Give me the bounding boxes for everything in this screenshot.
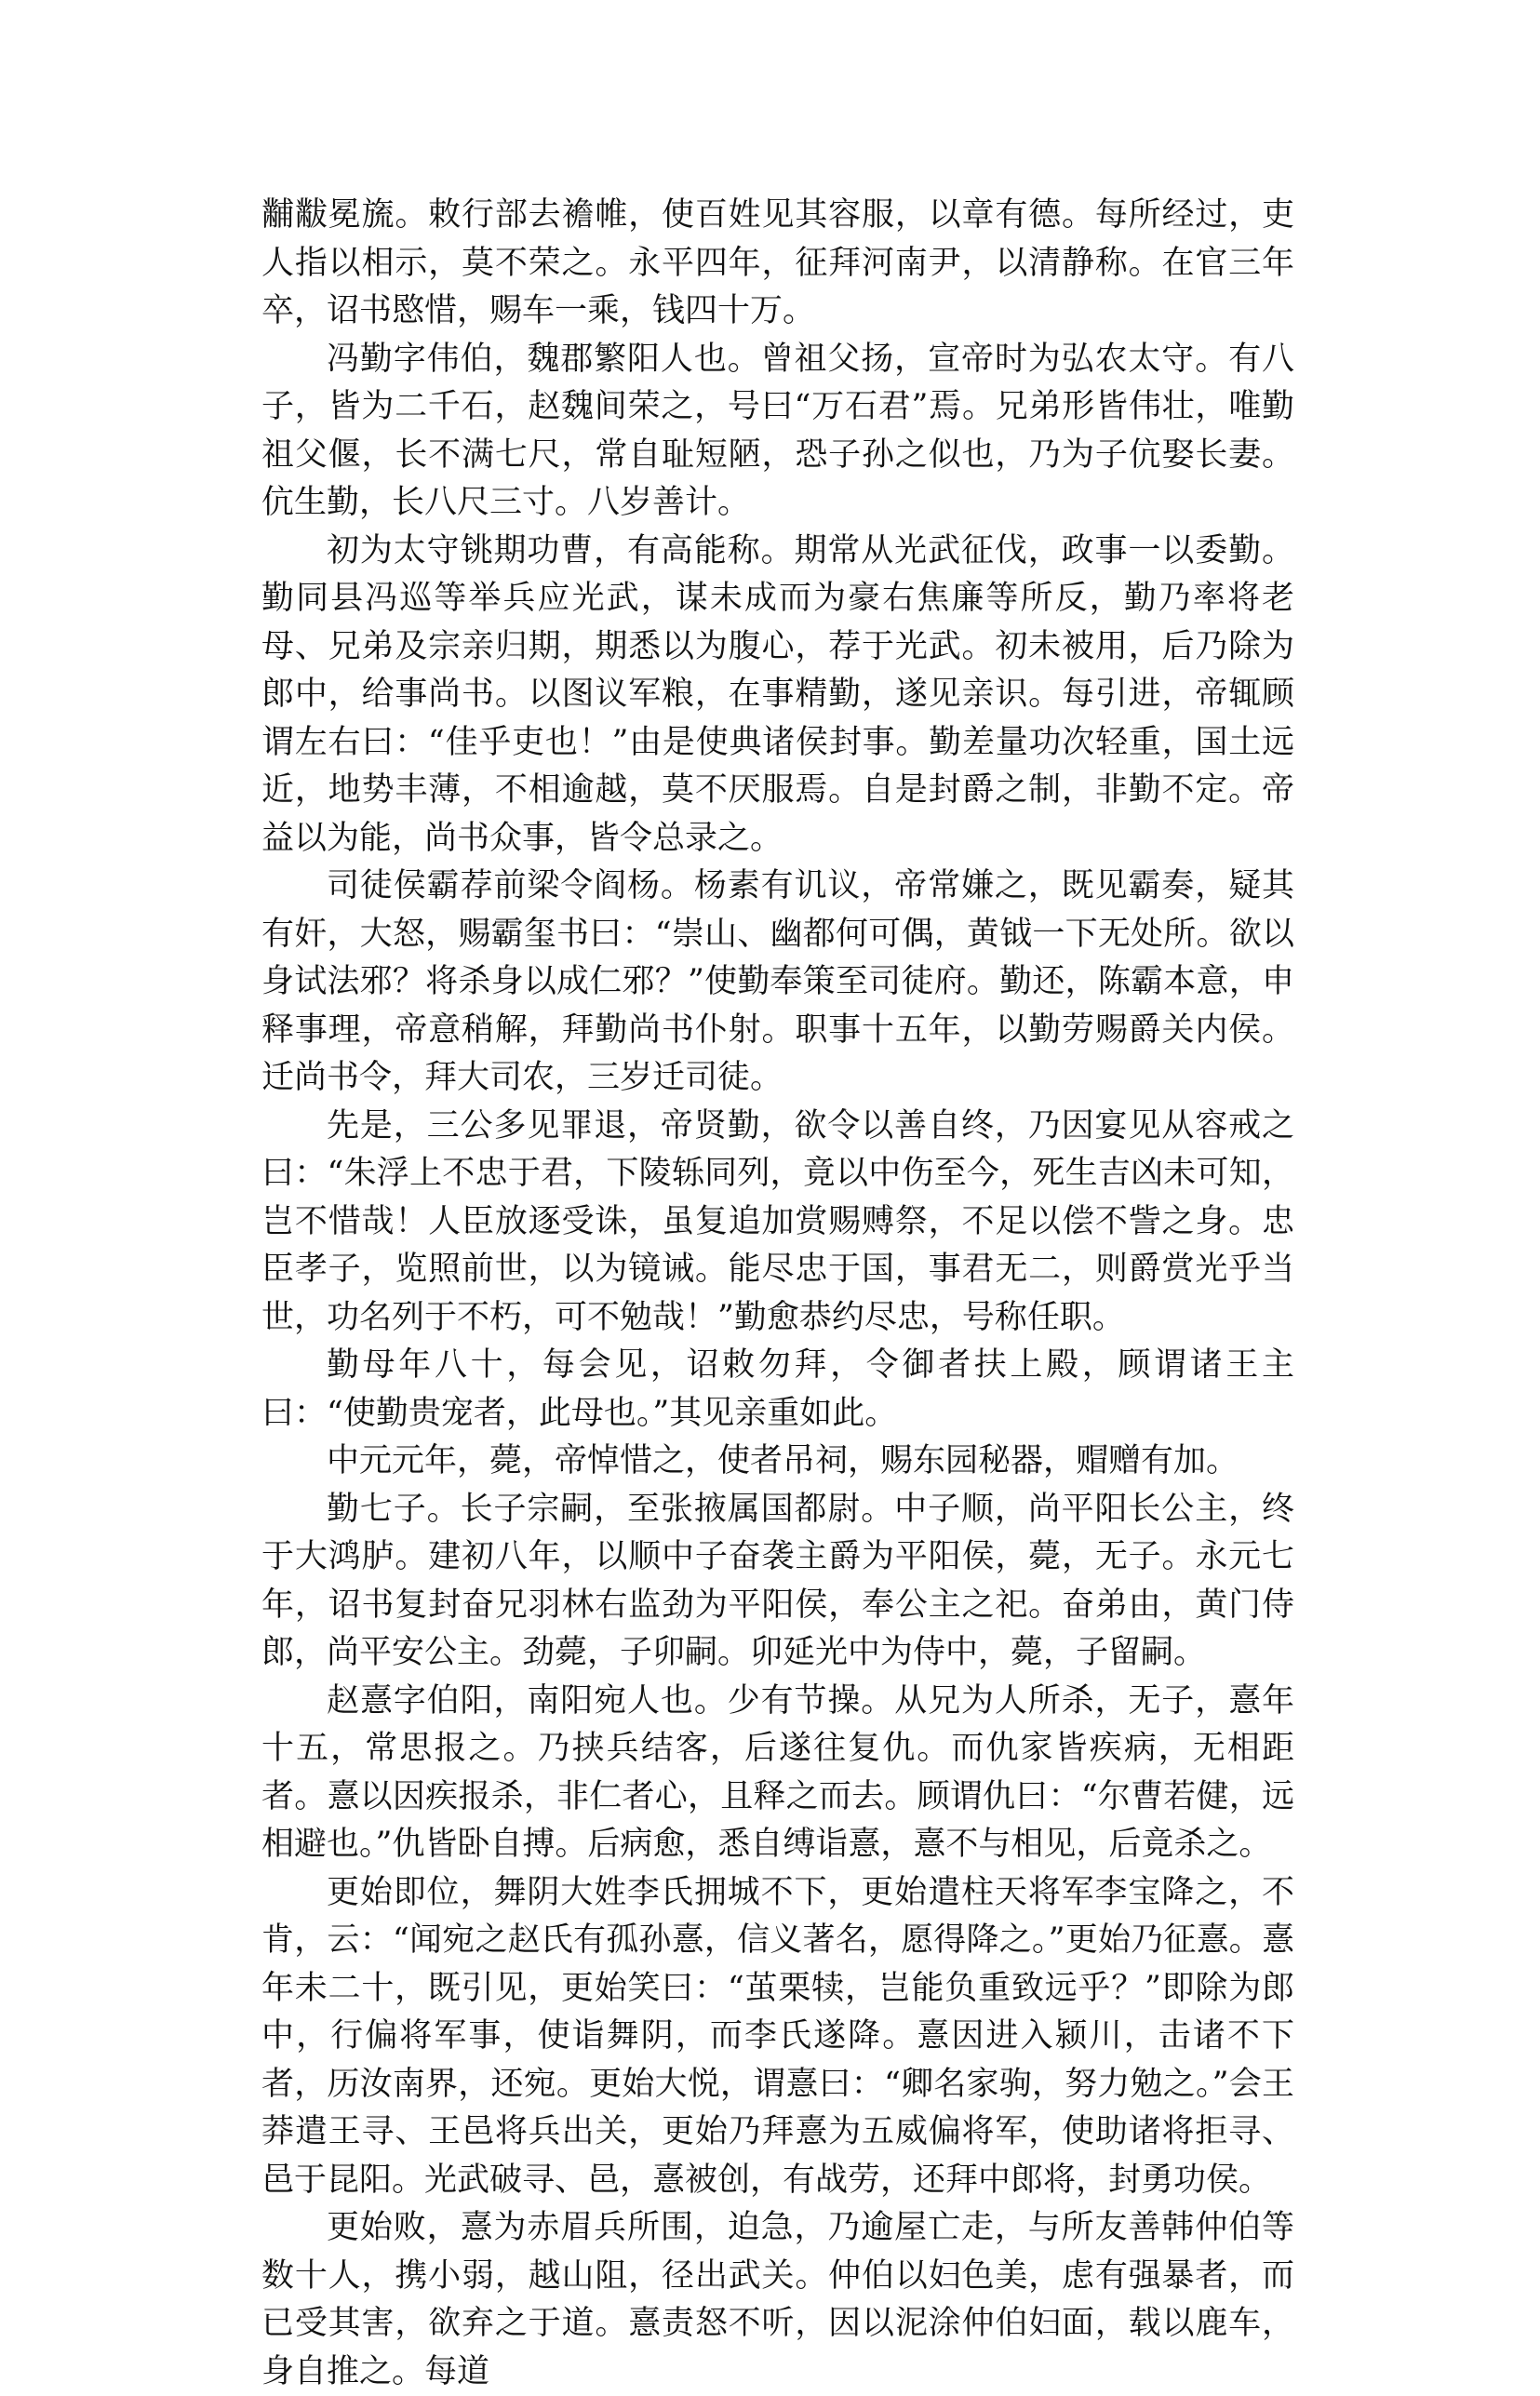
- document-page: [261, 192, 1294, 2396]
- paragraph-9: 赵憙字伯阳，南阳宛人也。少有节操。从兄为人所杀，无子，憙年十五，常思报之。乃挟兵结客，后遂往复仇。而仇家皆疾病，无相距者。憙以因疾报杀，非仁者心，且释之而去。顾谓仇曰：“尔曹若健，远相避也。”仇皆卧自搏。后病愈，悉自缚诣憙，憙不与相见，后竟杀之。: [261, 1681, 1294, 1863]
- paragraph-10: 更始即位，舞阴大姓李氏拥城不下，更始遣柱天将军李宝降之，不肯，云：“闻宛之赵氏有孤孙憙，信义著名，愿得降之。”更始乃征憙。憙年未二十，既引见，更始笑曰：“茧栗犊，岂能负重致远乎？”即除为郎中，行偏将军事，使诣舞阴，而李氏遂降。憙因进入颍川，击诸不下者，历汝南界，还宛。更始大悦，谓憙曰：“卿名家驹，努力勉之。”会王莽遣王寻、王邑将兵出关，更始乃拜憙为五威偏将军，使助诸将拒寻、邑于昆阳。光武破寻、邑，憙被创，有战劳，还拜中郎将，封勇功侯。: [261, 1873, 1294, 2199]
- paragraph-2: 冯勤字伟伯，魏郡繁阳人也。曾祖父扬，宣帝时为弘农太守。有八子，皆为二千石，赵魏间荣之，号曰“万石君”焉。兄弟形皆伟壮，唯勤祖父偃，长不满七尺，常自耻短陋，恐子孙之似也，乃为子伉娶长妻。伉生勤，长八尺三寸。八岁善计。: [261, 340, 1294, 521]
- paragraph-1: 黼黻冕旒。敕行部去襜帷，使百姓见其容服，以章有德。每所经过，吏人指以相示，莫不荣之。永平四年，征拜河南尹，以清静称。在官三年卒，诏书愍惜，赐车一乘，钱四十万。: [261, 196, 1294, 329]
- paragraph-5: 先是，三公多见罪退，帝贤勤，欲令以善自终，乃因宴见从容戒之曰：“朱浮上不忠于君，下陵轹同列，竟以中伤至今，死生吉凶未可知，岂不惜哉！人臣放逐受诛，虽复追加赏赐赙祭，不足以偿不訾之身。忠臣孝子，览照前世，以为镜诫。能尽忠于国，事君无二，则爵赏光乎当世，功名列于不朽，可不勉哉！”勤愈恭约尽忠，号称任职。: [261, 1106, 1294, 1336]
- paragraph-8: 勤七子。长子宗嗣，至张掖属国都尉。中子顺，尚平阳长公主，终于大鸿胪。建初八年，以顺中子奋袭主爵为平阳侯，薨，无子。永元七年，诏书复封奋兄羽林右监劲为平阳侯，奉公主之祀。奋弟由，黄门侍郎，尚平安公主。劲薨，子卯嗣。卯延光中为侍中，薨，子留嗣。: [261, 1490, 1294, 1671]
- paragraph-4: 司徒侯霸荐前梁令阎杨。杨素有讥议，帝常嫌之，既见霸奏，疑其有奸，大怒，赐霸玺书曰：“崇山、幽都何可偶，黄钺一下无处所。欲以身试法邪？将杀身以成仁邪？”使勤奉策至司徒府。勤还，陈霸本意，申释事理，帝意稍解，拜勤尚书仆射。职事十五年，以勤劳赐爵关内侯。迁尚书令，拜大司农，三岁迁司徒。: [261, 867, 1294, 1096]
- paragraph-3: 初为太守铫期功曹，有高能称。期常从光武征伐，政事一以委勤。勤同县冯巡等举兵应光武，谋未成而为豪右焦廉等所反，勤乃率将老母、兄弟及宗亲归期，期悉以为腹心，荐于光武。初未被用，后乃除为郎中，给事尚书。以图议军粮，在事精勤，遂见亲识。每引进，帝辄顾谓左右曰：“佳乎吏也！”由是使典诸侯封事。勤差量功次轻重，国土远近，地势丰薄，不相逾越，莫不厌服焉。自是封爵之制，非勤不定。帝益以为能，尚书众事，皆令总录之。: [261, 531, 1294, 857]
- paragraph-11: 更始败，憙为赤眉兵所围，迫急，乃逾屋亡走，与所友善韩仲伯等数十人，携小弱，越山阻，径出武关。仲伯以妇色美，虑有强暴者，而已受其害，欲弃之于道。憙责怒不听，因以泥涂仲伯妇面，载以鹿车，身自推之。每道: [261, 2209, 1294, 2390]
- paragraph-6: 勤母年八十，每会见，诏敕勿拜，令御者扶上殿，顾谓诸王主曰：“使勤贵宠者，此母也。”其见亲重如此。: [261, 1346, 1294, 1432]
- paragraph-7: 中元元年，薨，帝悼惜之，使者吊祠，赐东园秘器，赗赠有加。: [327, 1442, 1239, 1479]
